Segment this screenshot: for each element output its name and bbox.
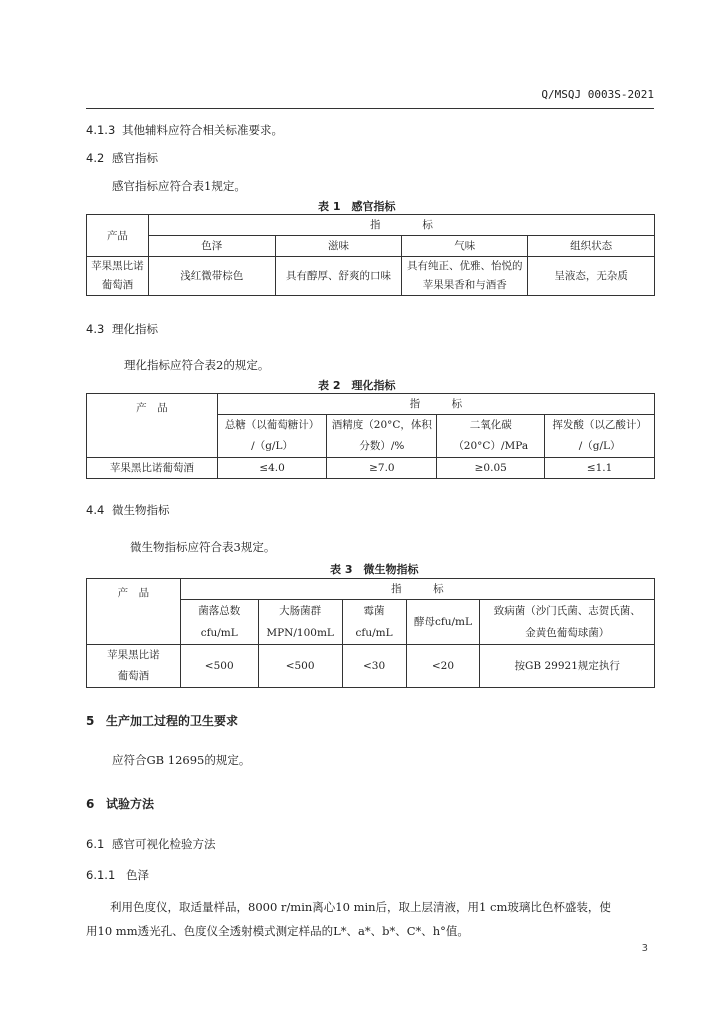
doc-code: Q/MSQJ 0003S-2021 — [541, 88, 654, 101]
section-4-1-3: 4.1.3 其他辅料应符合相关标准要求。 — [86, 123, 283, 137]
table2-cell: ≤1.1 — [545, 458, 655, 479]
table1-col-header: 气味 — [402, 236, 528, 257]
table2-product-header: 产 品 — [87, 394, 218, 458]
section-6-1-1-heading: 6.1.1 色泽 — [86, 868, 149, 882]
table2-indicator-header: 指 标 — [217, 394, 654, 415]
section-6-heading: 6 试验方法 — [86, 797, 155, 811]
table3-cell: <30 — [342, 645, 406, 688]
section-4-2-intro: 感官指标应符合表1规定。 — [112, 179, 246, 193]
table1-cell: 具有醇厚、舒爽的口味 — [275, 257, 402, 296]
table1-col-header: 色泽 — [148, 236, 275, 257]
table2-product-cell: 苹果黑比诺葡萄酒 — [87, 458, 218, 479]
table3-col-header: 酵母cfu/mL — [406, 600, 480, 645]
table3-product-cell: 苹果黑比诺 葡萄酒 — [87, 645, 181, 688]
table2-physicochemical — [86, 393, 655, 479]
table1-col-header: 滋味 — [275, 236, 402, 257]
table3-microbial — [86, 578, 655, 688]
table2-col-header: 总糖（以葡萄糖计） /（g/L） — [217, 415, 327, 458]
table3-cell: <500 — [180, 645, 258, 688]
section-5-text: 应符合GB 12695的规定。 — [112, 753, 251, 767]
table3-col-header: 大肠菌群 MPN/100mL — [258, 600, 342, 645]
table1-product-cell: 苹果黑比诺 葡萄酒 — [87, 257, 149, 296]
table3-caption: 表 3 微生物指标 — [330, 563, 419, 576]
table1-cell: 具有纯正、优雅、怡悦的 苹果果香和与酒香 — [402, 257, 528, 296]
table3-cell: 按GB 29921规定执行 — [480, 645, 655, 688]
section-6-1-1-line1: 利用色度仪，取适量样品，8000 r/min离心10 min后，取上层清液，用1 cm玻璃比色杯盛装，使 — [110, 900, 611, 914]
table2-caption: 表 2 理化指标 — [318, 379, 396, 392]
table2-cell: ≥7.0 — [327, 458, 437, 479]
section-5-heading: 5 生产加工过程的卫生要求 — [86, 714, 239, 728]
table3-cell: <20 — [406, 645, 480, 688]
table1-cell: 浅红微带棕色 — [148, 257, 275, 296]
section-4-4-intro: 微生物指标应符合表3规定。 — [130, 540, 276, 554]
section-4-3-heading: 4.3 理化指标 — [86, 322, 158, 336]
table2-col-header: 挥发酸（以乙酸计） /（g/L） — [545, 415, 655, 458]
section-4-2-heading: 4.2 感官指标 — [86, 151, 158, 165]
table1-sensory — [86, 214, 655, 296]
table1-cell: 呈液态，无杂质 — [528, 257, 655, 296]
table3-product-header: 产 品 — [87, 579, 181, 645]
table2-col-header: 二氧化碳 （20°C）/MPa — [437, 415, 545, 458]
table2-col-header: 酒精度（20°C，体积 分数）/% — [327, 415, 437, 458]
table3-cell: <500 — [258, 645, 342, 688]
table1-indicator-header: 指 标 — [148, 215, 654, 236]
table2-cell: ≤4.0 — [217, 458, 327, 479]
table3-col-header: 霉菌 cfu/mL — [342, 600, 406, 645]
table2-cell: ≥0.05 — [437, 458, 545, 479]
table1-product-header: 产品 — [87, 215, 149, 257]
table3-col-header: 菌落总数 cfu/mL — [180, 600, 258, 645]
page-number: 3 — [641, 943, 648, 954]
section-6-1-1-line2: 用10 mm透光孔、色度仪全透射模式测定样品的L*、a*、b*、C*、h°值。 — [86, 924, 469, 938]
table3-indicator-header: 指 标 — [180, 579, 654, 600]
table1-col-header: 组织状态 — [528, 236, 655, 257]
section-4-4-heading: 4.4 微生物指标 — [86, 503, 170, 517]
section-6-1-heading: 6.1 感官可视化检验方法 — [86, 837, 216, 851]
table1-caption: 表 1 感官指标 — [318, 200, 396, 213]
section-4-3-intro: 理化指标应符合表2的规定。 — [124, 358, 270, 372]
table3-col-header: 致病菌（沙门氏菌、志贺氏菌、 金黄色葡萄球菌） — [480, 600, 655, 645]
header-rule — [86, 108, 654, 109]
